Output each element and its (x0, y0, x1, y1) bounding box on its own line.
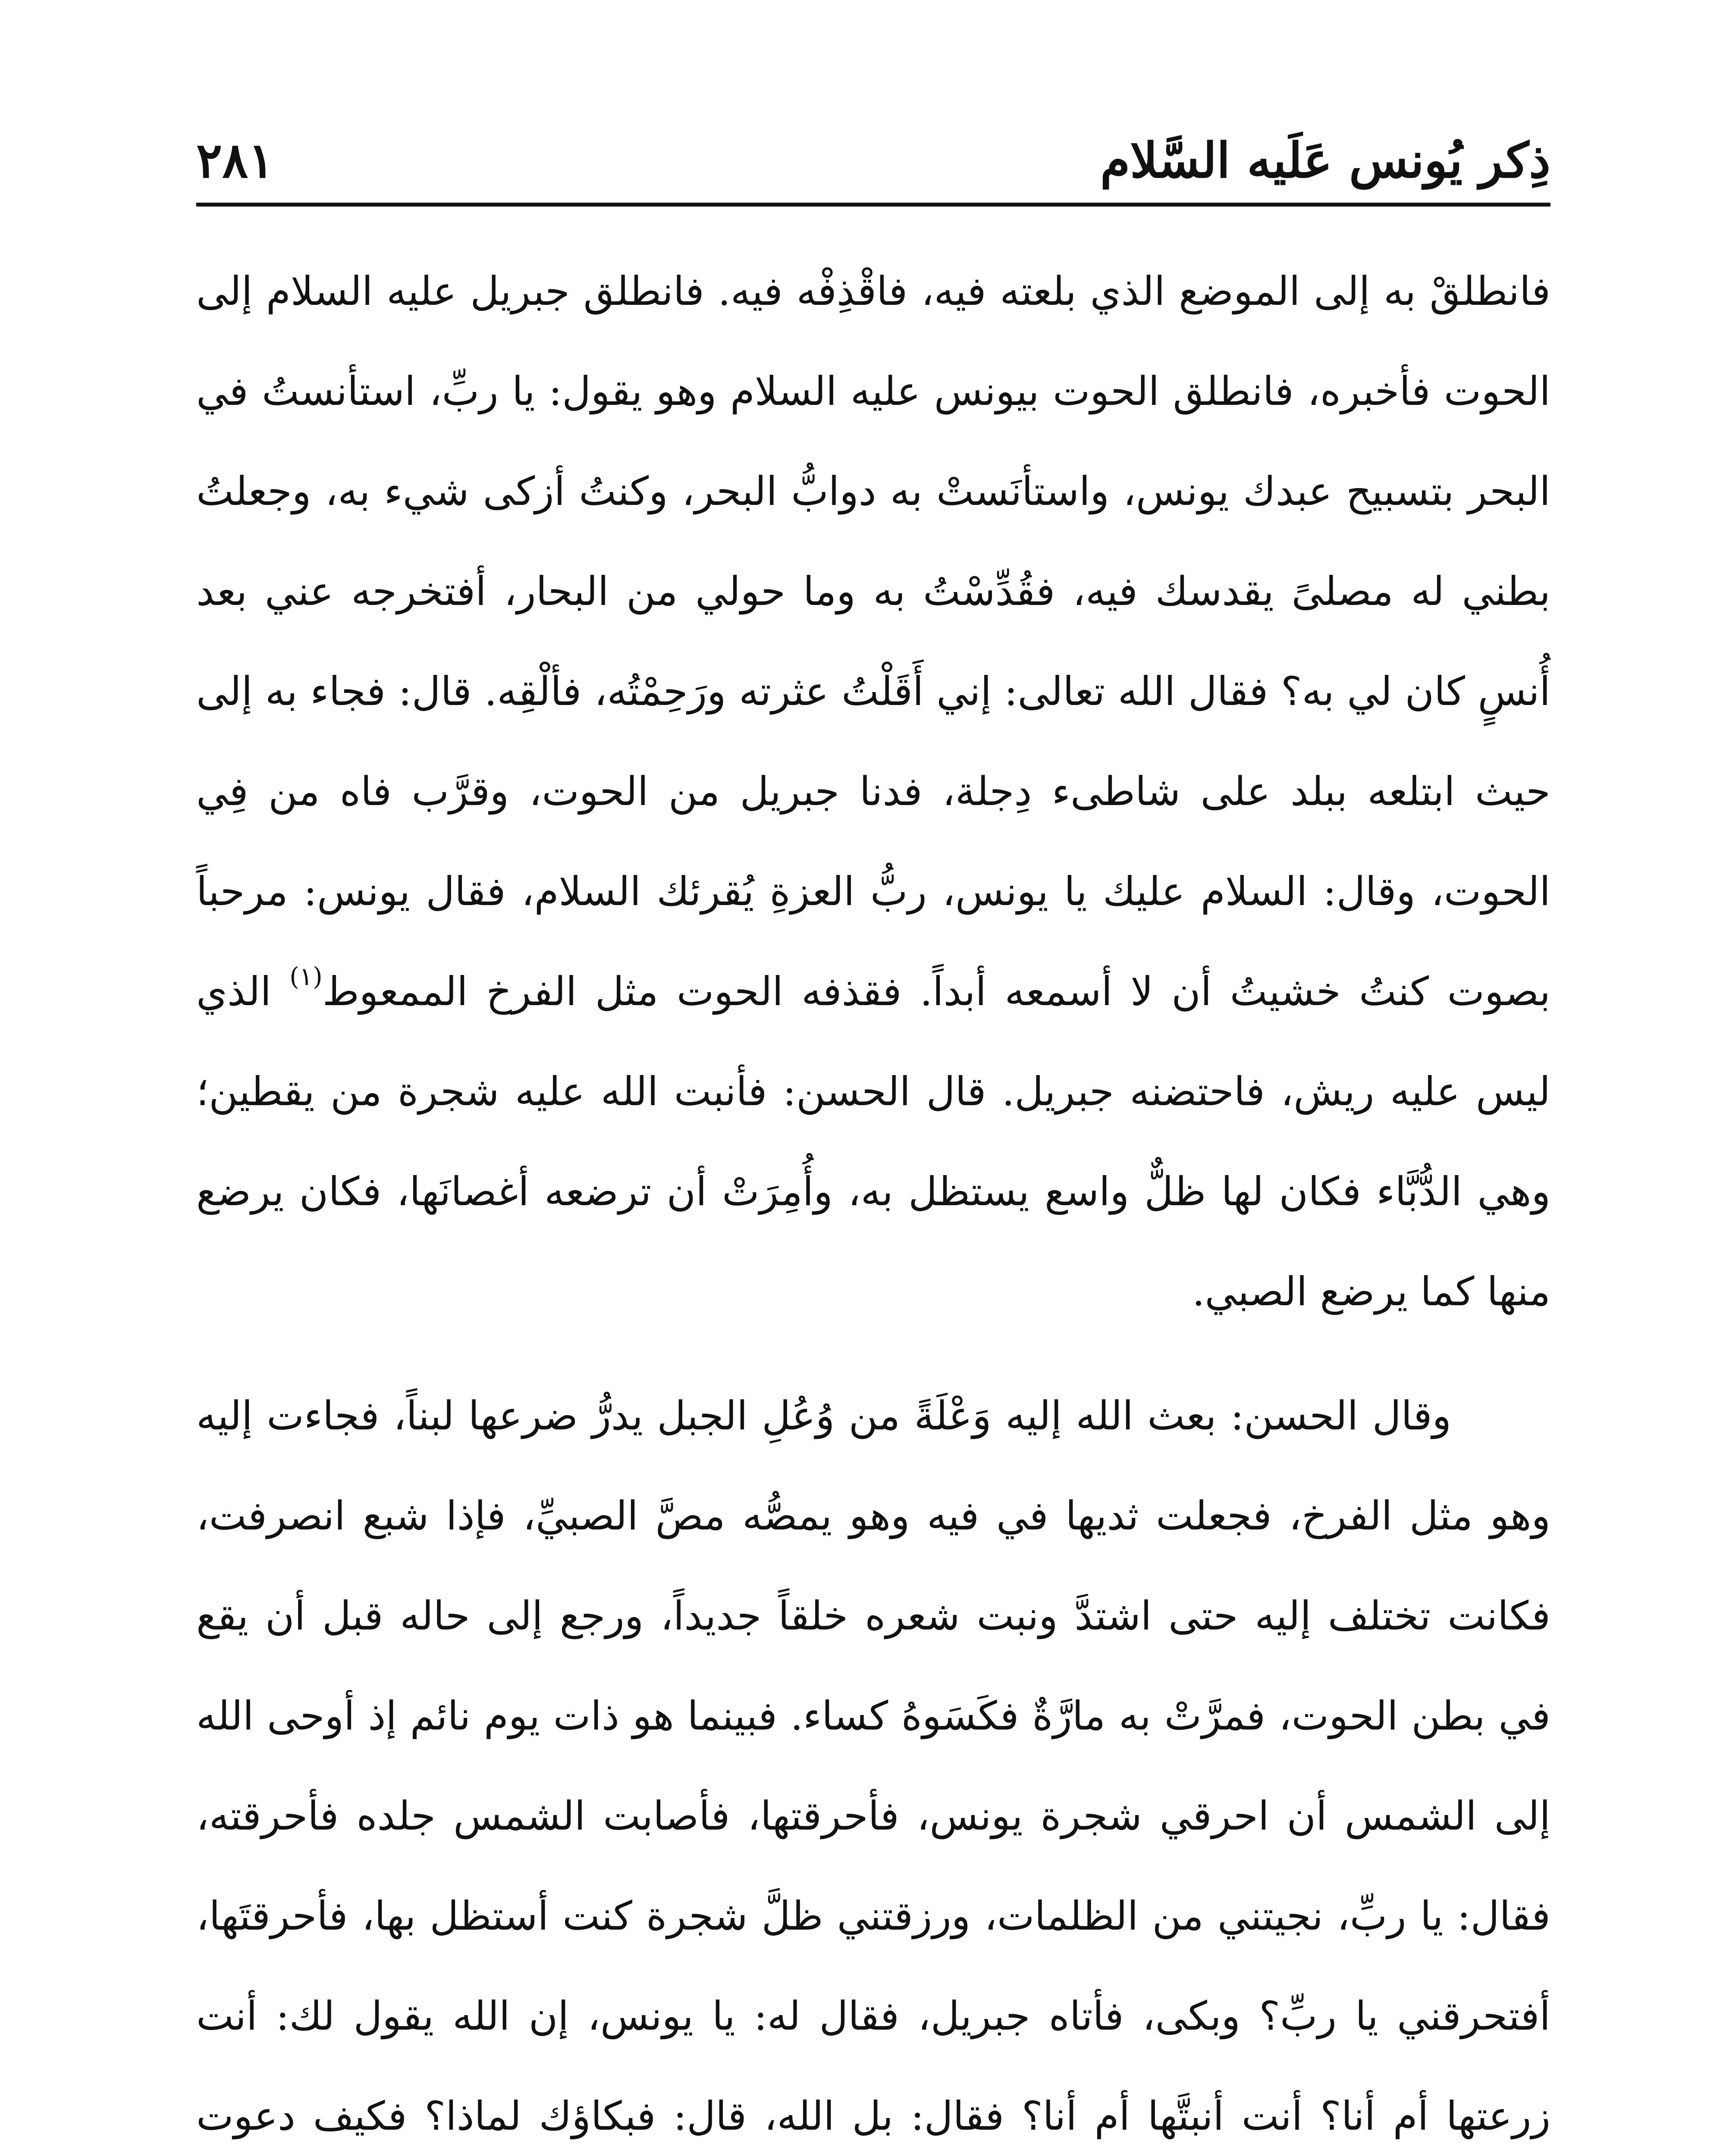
paragraph-1 (196, 241, 1550, 1342)
running-title: ذِكر يُونس عَلَيه السَّلام (1100, 132, 1550, 189)
paragraph-1-text: فانطلقْ به إلى الموضع الذي بلعته فيه، فاقْذِفْه فيه. فانطلق جبريل عليه السلام إلى الحوت فأخبره، فانطلق الحوت بيونس عليه السلام وهو يقول: يا ربِّ، استأنستُ في البحر بتسبيح عبدك يونس، واستأنَستْ به دوابُّ البحر، وكنتُ أزكى شيء به، وجعلتُ بطني له مصلىً يقدسك فيه، فقُدِّسْتُ به وما حولي من البحار، أفتخرجه عني بعد أُنسٍ كان لي به؟ فقال الله تعالى: إني أَقَلْتُ عثرته ورَحِمْتُه، فألْقِه. قال: فجاء به إلى حيث ابتلعه ببلد على شاطىء دِجلة، فدنا جبريل من الحوت، وقرَّب فاه من فِي الحوت، وقال: السلام عليك يا يونس، ربُّ العزةِ يُقرئك السلام، فقال يونس: مرحباً بصوت كنتُ خشيتُ أن لا أسمعه أبداً. فقذفه الحوت مثل الفرخ الممعوط (196, 268, 1550, 1015)
page-header (196, 116, 1550, 207)
footnote-reference: (١) (289, 962, 323, 991)
paragraph-1-continuation: الذي ليس عليه ريش، فاحتضنه جبريل. قال الحسن: فأنبت الله عليه شجرة من يقطين؛ وهي الدُّبَّاء فكان لها ظلٌّ واسع يستظل به، وأُمِرَتْ أن ترضعه أغصانَها، فكان يرضع منها كما يرضع الصبي. (196, 968, 1550, 1315)
page-number: ٢٨١ (196, 132, 274, 189)
paragraph-2: وقال الحسن: بعث الله إليه وَعْلَةً من وُعُلِ الجبل يدرُّ ضرعها لبناً، فجاءت إليه وهو مثل الفرخ، فجعلت ثديها في فيه وهو يمصُّه مصَّ الصبيِّ، فإذا شبع انصرفت، فكانت تختلف إليه حتى اشتدَّ ونبت شعره خلقاً جديداً، ورجع إلى حاله قبل أن يقع في بطن الحوت، فمرَّتْ به مارَّةٌ فكَسَوهُ كساء. فبينما هو ذات يوم نائم إذ أوحى الله إلى الشمس أن احرقي شجرة يونس، فأحرقتها، فأصابت الشمس جلده فأحرقته، فقال: يا ربِّ، نجيتني من الظلمات، ورزقتني ظلَّ شجرة كنت أستظل بها، فأحرقتَها، أفتحرقني يا ربِّ؟ وبكى، فأتاه جبريل، فقال له: يا يونس، إن الله يقول لك: أنت زرعتها أم أنا؟ أنت أنبتَّها أم أنا؟ فقال: بل الله، قال: فبكاؤك لماذا؟ فكيف دعوت (196, 1393, 1550, 2139)
body-text (196, 241, 1550, 2156)
